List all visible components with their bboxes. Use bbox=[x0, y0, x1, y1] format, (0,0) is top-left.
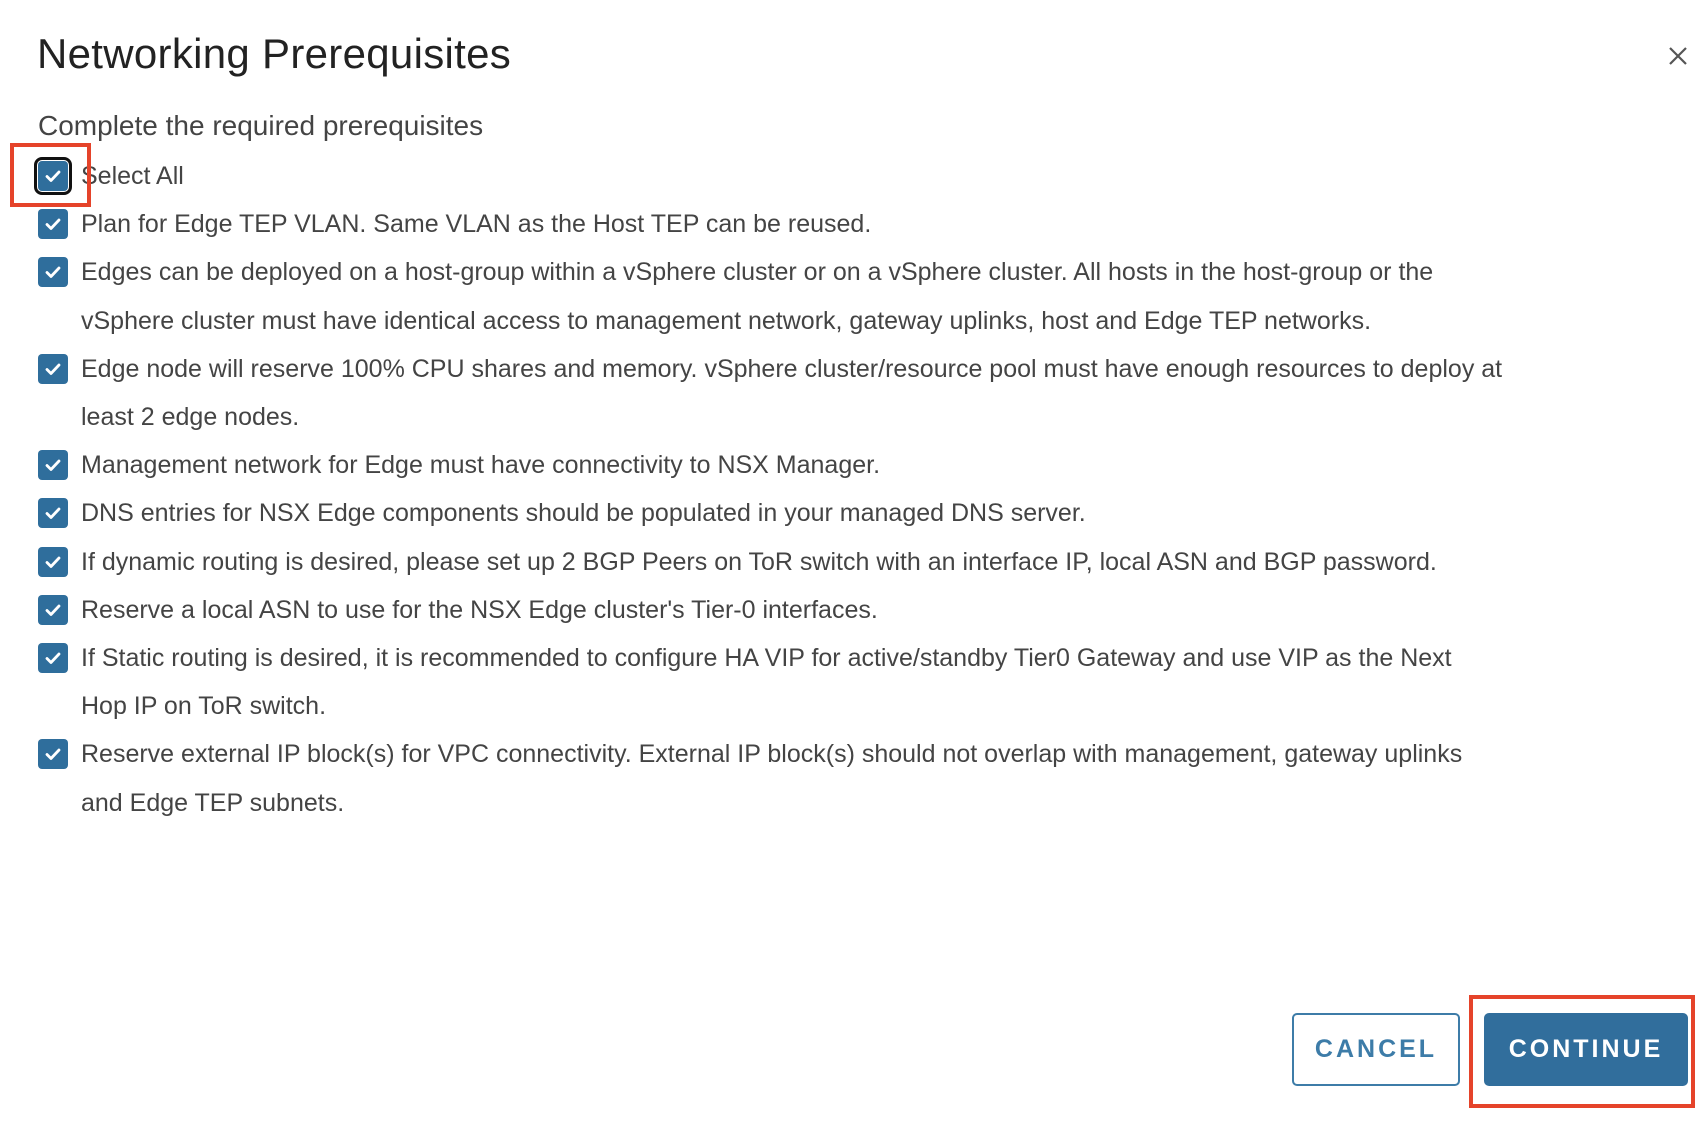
dialog-subtitle: Complete the required prerequisites bbox=[38, 110, 484, 141]
checkmark-icon bbox=[43, 359, 63, 379]
prerequisite-line: Reserve external IP block(s) for VPC connectivity. External IP block(s) should not overlap with management, gateway uplinks bbox=[81, 740, 1463, 769]
prerequisite-line: DNS entries for NSX Edge components should be populated in your managed DNS server. bbox=[81, 499, 1086, 528]
prerequisite-line: Edges can be deployed on a host-group within a vSphere cluster or on a vSphere cluster. All hosts in the host-group or the bbox=[81, 258, 1434, 287]
prerequisite-item bbox=[38, 489, 1502, 537]
prerequisite-line: If dynamic routing is desired, please set up 2 BGP Peers on ToR switch with an interface IP, local ASN and BGP password. bbox=[81, 547, 1437, 576]
prerequisite-text bbox=[81, 586, 878, 634]
prerequisite-checkbox[interactable] bbox=[38, 739, 68, 769]
close-icon bbox=[1662, 40, 1694, 72]
prerequisite-line: If Static routing is desired, it is recommended to configure HA VIP for active/standby Tier0 Gateway and use VIP as the Next bbox=[81, 644, 1452, 673]
prerequisite-checkbox[interactable] bbox=[38, 354, 68, 384]
prerequisite-item bbox=[38, 538, 1502, 586]
prerequisite-text bbox=[81, 730, 1462, 826]
checkmark-icon bbox=[43, 455, 63, 475]
highlight-select-all bbox=[10, 143, 91, 207]
close-button[interactable] bbox=[1662, 40, 1694, 72]
dialog-title: Networking Prerequisites bbox=[37, 30, 512, 77]
prerequisite-line: Plan for Edge TEP VLAN. Same VLAN as the Host TEP can be reused. bbox=[81, 210, 872, 239]
checkmark-icon bbox=[43, 552, 63, 572]
checkmark-icon bbox=[43, 262, 63, 282]
prerequisite-checkbox[interactable] bbox=[38, 257, 68, 287]
prerequisite-line: Reserve a local ASN to use for the NSX Edge cluster's Tier-0 interfaces. bbox=[81, 595, 878, 624]
prerequisite-line: Hop IP on ToR switch. bbox=[81, 692, 327, 721]
prerequisite-line: Management network for Edge must have connectivity to NSX Manager. bbox=[81, 451, 881, 480]
prerequisite-checkbox[interactable] bbox=[38, 209, 68, 239]
prerequisite-item bbox=[38, 200, 1502, 248]
checkmark-icon bbox=[43, 503, 63, 523]
prerequisite-text bbox=[81, 441, 880, 489]
prerequisite-item bbox=[38, 586, 1502, 634]
select-all-label[interactable]: Select All bbox=[81, 162, 184, 190]
prerequisite-checkbox[interactable] bbox=[38, 595, 68, 625]
prerequisite-list bbox=[38, 152, 1502, 827]
prerequisite-item bbox=[38, 441, 1502, 489]
checkmark-icon bbox=[43, 214, 63, 234]
prerequisite-checkbox[interactable] bbox=[38, 450, 68, 480]
prerequisite-text bbox=[81, 248, 1433, 344]
prerequisite-item bbox=[38, 634, 1502, 730]
prerequisite-item bbox=[38, 345, 1502, 441]
prerequisite-text bbox=[81, 634, 1452, 730]
prerequisite-line: vSphere cluster must have identical access to management network, gateway uplinks, host and Edge TEP networks. bbox=[81, 306, 1372, 335]
prerequisite-checkbox[interactable] bbox=[38, 643, 68, 673]
prerequisite-checkbox[interactable] bbox=[38, 498, 68, 528]
select-all-row bbox=[38, 152, 1502, 200]
checkmark-icon bbox=[43, 648, 63, 668]
prerequisite-checkbox[interactable] bbox=[38, 547, 68, 577]
cancel-button[interactable]: CANCEL bbox=[1292, 1013, 1460, 1086]
prerequisite-text bbox=[81, 489, 1086, 537]
continue-button[interactable]: CONTINUE bbox=[1484, 1013, 1688, 1086]
prerequisite-text bbox=[81, 345, 1502, 441]
checkmark-icon bbox=[43, 600, 63, 620]
prerequisite-line: least 2 edge nodes. bbox=[81, 403, 300, 432]
prerequisite-line: Edge node will reserve 100% CPU shares and memory. vSphere cluster/resource pool must have enough resources to deploy at bbox=[81, 354, 1503, 383]
prerequisite-item bbox=[38, 730, 1502, 826]
checkmark-icon bbox=[43, 744, 63, 764]
prerequisite-text bbox=[81, 200, 871, 248]
prerequisite-line: and Edge TEP subnets. bbox=[81, 788, 345, 817]
highlight-continue bbox=[1469, 995, 1695, 1108]
prerequisite-text bbox=[81, 538, 1437, 586]
prerequisite-item bbox=[38, 248, 1502, 344]
